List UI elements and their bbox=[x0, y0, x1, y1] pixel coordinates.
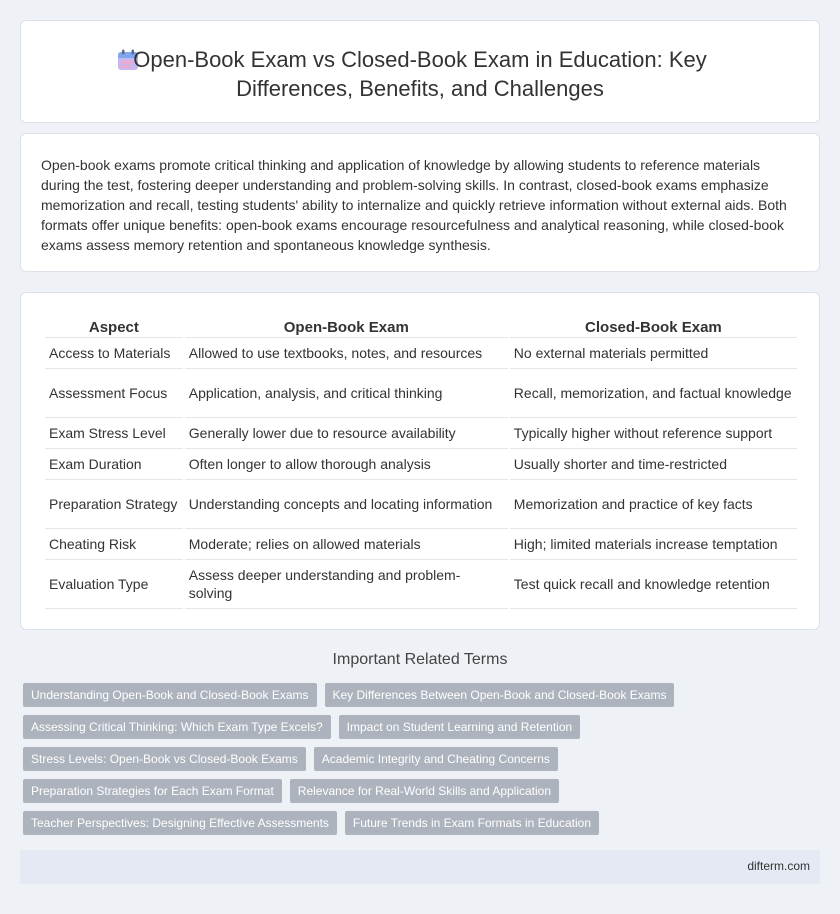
table-cell: Recall, memorization, and factual knowledge bbox=[510, 369, 797, 418]
footer-site-link[interactable]: difterm.com bbox=[747, 859, 810, 873]
table-cell: Usually shorter and time-restricted bbox=[510, 449, 797, 480]
related-terms-list bbox=[23, 683, 823, 835]
related-term-tag[interactable]: Understanding Open-Book and Closed-Book Exams bbox=[23, 683, 317, 707]
table-cell: Test quick recall and knowledge retention bbox=[510, 560, 797, 609]
table-cell: Assess deeper understanding and problem-solving bbox=[185, 560, 508, 609]
table-row bbox=[45, 418, 797, 449]
related-term-tag[interactable]: Key Differences Between Open-Book and Closed-Book Exams bbox=[325, 683, 675, 707]
summary-card bbox=[20, 133, 820, 272]
table-cell: Moderate; relies on allowed materials bbox=[185, 529, 508, 560]
related-term-tag[interactable]: Teacher Perspectives: Designing Effective Assessments bbox=[23, 811, 337, 835]
summary-text: Open-book exams promote critical thinking and application of knowledge by allowing students to reference materials during the test, fostering deeper understanding and problem-solving skills. In contrast, closed-book exams emphasize memorization and recall, testing students' ability to internalize and quickly retrieve information without external aids. Both formats offer unique benefits: open-book exams encourage resourcefulness and analytical reasoning, while closed-book exams assess memory retention and spontaneous knowledge synthesis. bbox=[41, 157, 787, 253]
table-cell: Generally lower due to resource availability bbox=[185, 418, 508, 449]
table-cell: Access to Materials bbox=[45, 338, 183, 369]
table-cell: Evaluation Type bbox=[45, 560, 183, 609]
page-title: Open-Book Exam vs Closed-Book Exam in Education: Key Differences, Benefits, and Challenges bbox=[133, 47, 707, 101]
related-term-tag[interactable]: Stress Levels: Open-Book vs Closed-Book Exams bbox=[23, 747, 306, 771]
table-cell: High; limited materials increase temptation bbox=[510, 529, 797, 560]
table-cell: Memorization and practice of key facts bbox=[510, 480, 797, 529]
related-terms-title: Important Related Terms bbox=[332, 651, 508, 668]
table-cell: Assessment Focus bbox=[45, 369, 183, 418]
table-row bbox=[45, 369, 797, 418]
table-cell: Preparation Strategy bbox=[45, 480, 183, 529]
table-cell: Often longer to allow thorough analysis bbox=[185, 449, 508, 480]
header-closed-book: Closed-Book Exam bbox=[510, 316, 797, 338]
table-row bbox=[45, 529, 797, 560]
table-cell: Application, analysis, and critical thinking bbox=[185, 369, 508, 418]
table-row bbox=[45, 480, 797, 529]
related-term-tag[interactable]: Impact on Student Learning and Retention bbox=[339, 715, 581, 739]
related-term-tag[interactable]: Future Trends in Exam Formats in Education bbox=[345, 811, 599, 835]
comparison-table bbox=[43, 316, 799, 609]
table-row bbox=[45, 449, 797, 480]
related-term-tag[interactable]: Relevance for Real-World Skills and Application bbox=[290, 779, 559, 803]
header-aspect: Aspect bbox=[45, 316, 183, 338]
table-row bbox=[45, 560, 797, 609]
header-open-book: Open-Book Exam bbox=[185, 316, 508, 338]
table-cell: Typically higher without reference support bbox=[510, 418, 797, 449]
title-card bbox=[20, 20, 820, 123]
table-row bbox=[45, 338, 797, 369]
table-cell: No external materials permitted bbox=[510, 338, 797, 369]
related-term-tag[interactable]: Academic Integrity and Cheating Concerns bbox=[314, 747, 558, 771]
table-cell: Exam Duration bbox=[45, 449, 183, 480]
table-cell: Cheating Risk bbox=[45, 529, 183, 560]
table-header-row bbox=[45, 316, 797, 338]
footer bbox=[20, 850, 820, 884]
table-cell: Understanding concepts and locating information bbox=[185, 480, 508, 529]
related-term-tag[interactable]: Assessing Critical Thinking: Which Exam Type Excels? bbox=[23, 715, 331, 739]
related-term-tag[interactable]: Preparation Strategies for Each Exam Format bbox=[23, 779, 282, 803]
table-cell: Exam Stress Level bbox=[45, 418, 183, 449]
table-cell: Allowed to use textbooks, notes, and resources bbox=[185, 338, 508, 369]
comparison-table-card bbox=[20, 292, 820, 630]
